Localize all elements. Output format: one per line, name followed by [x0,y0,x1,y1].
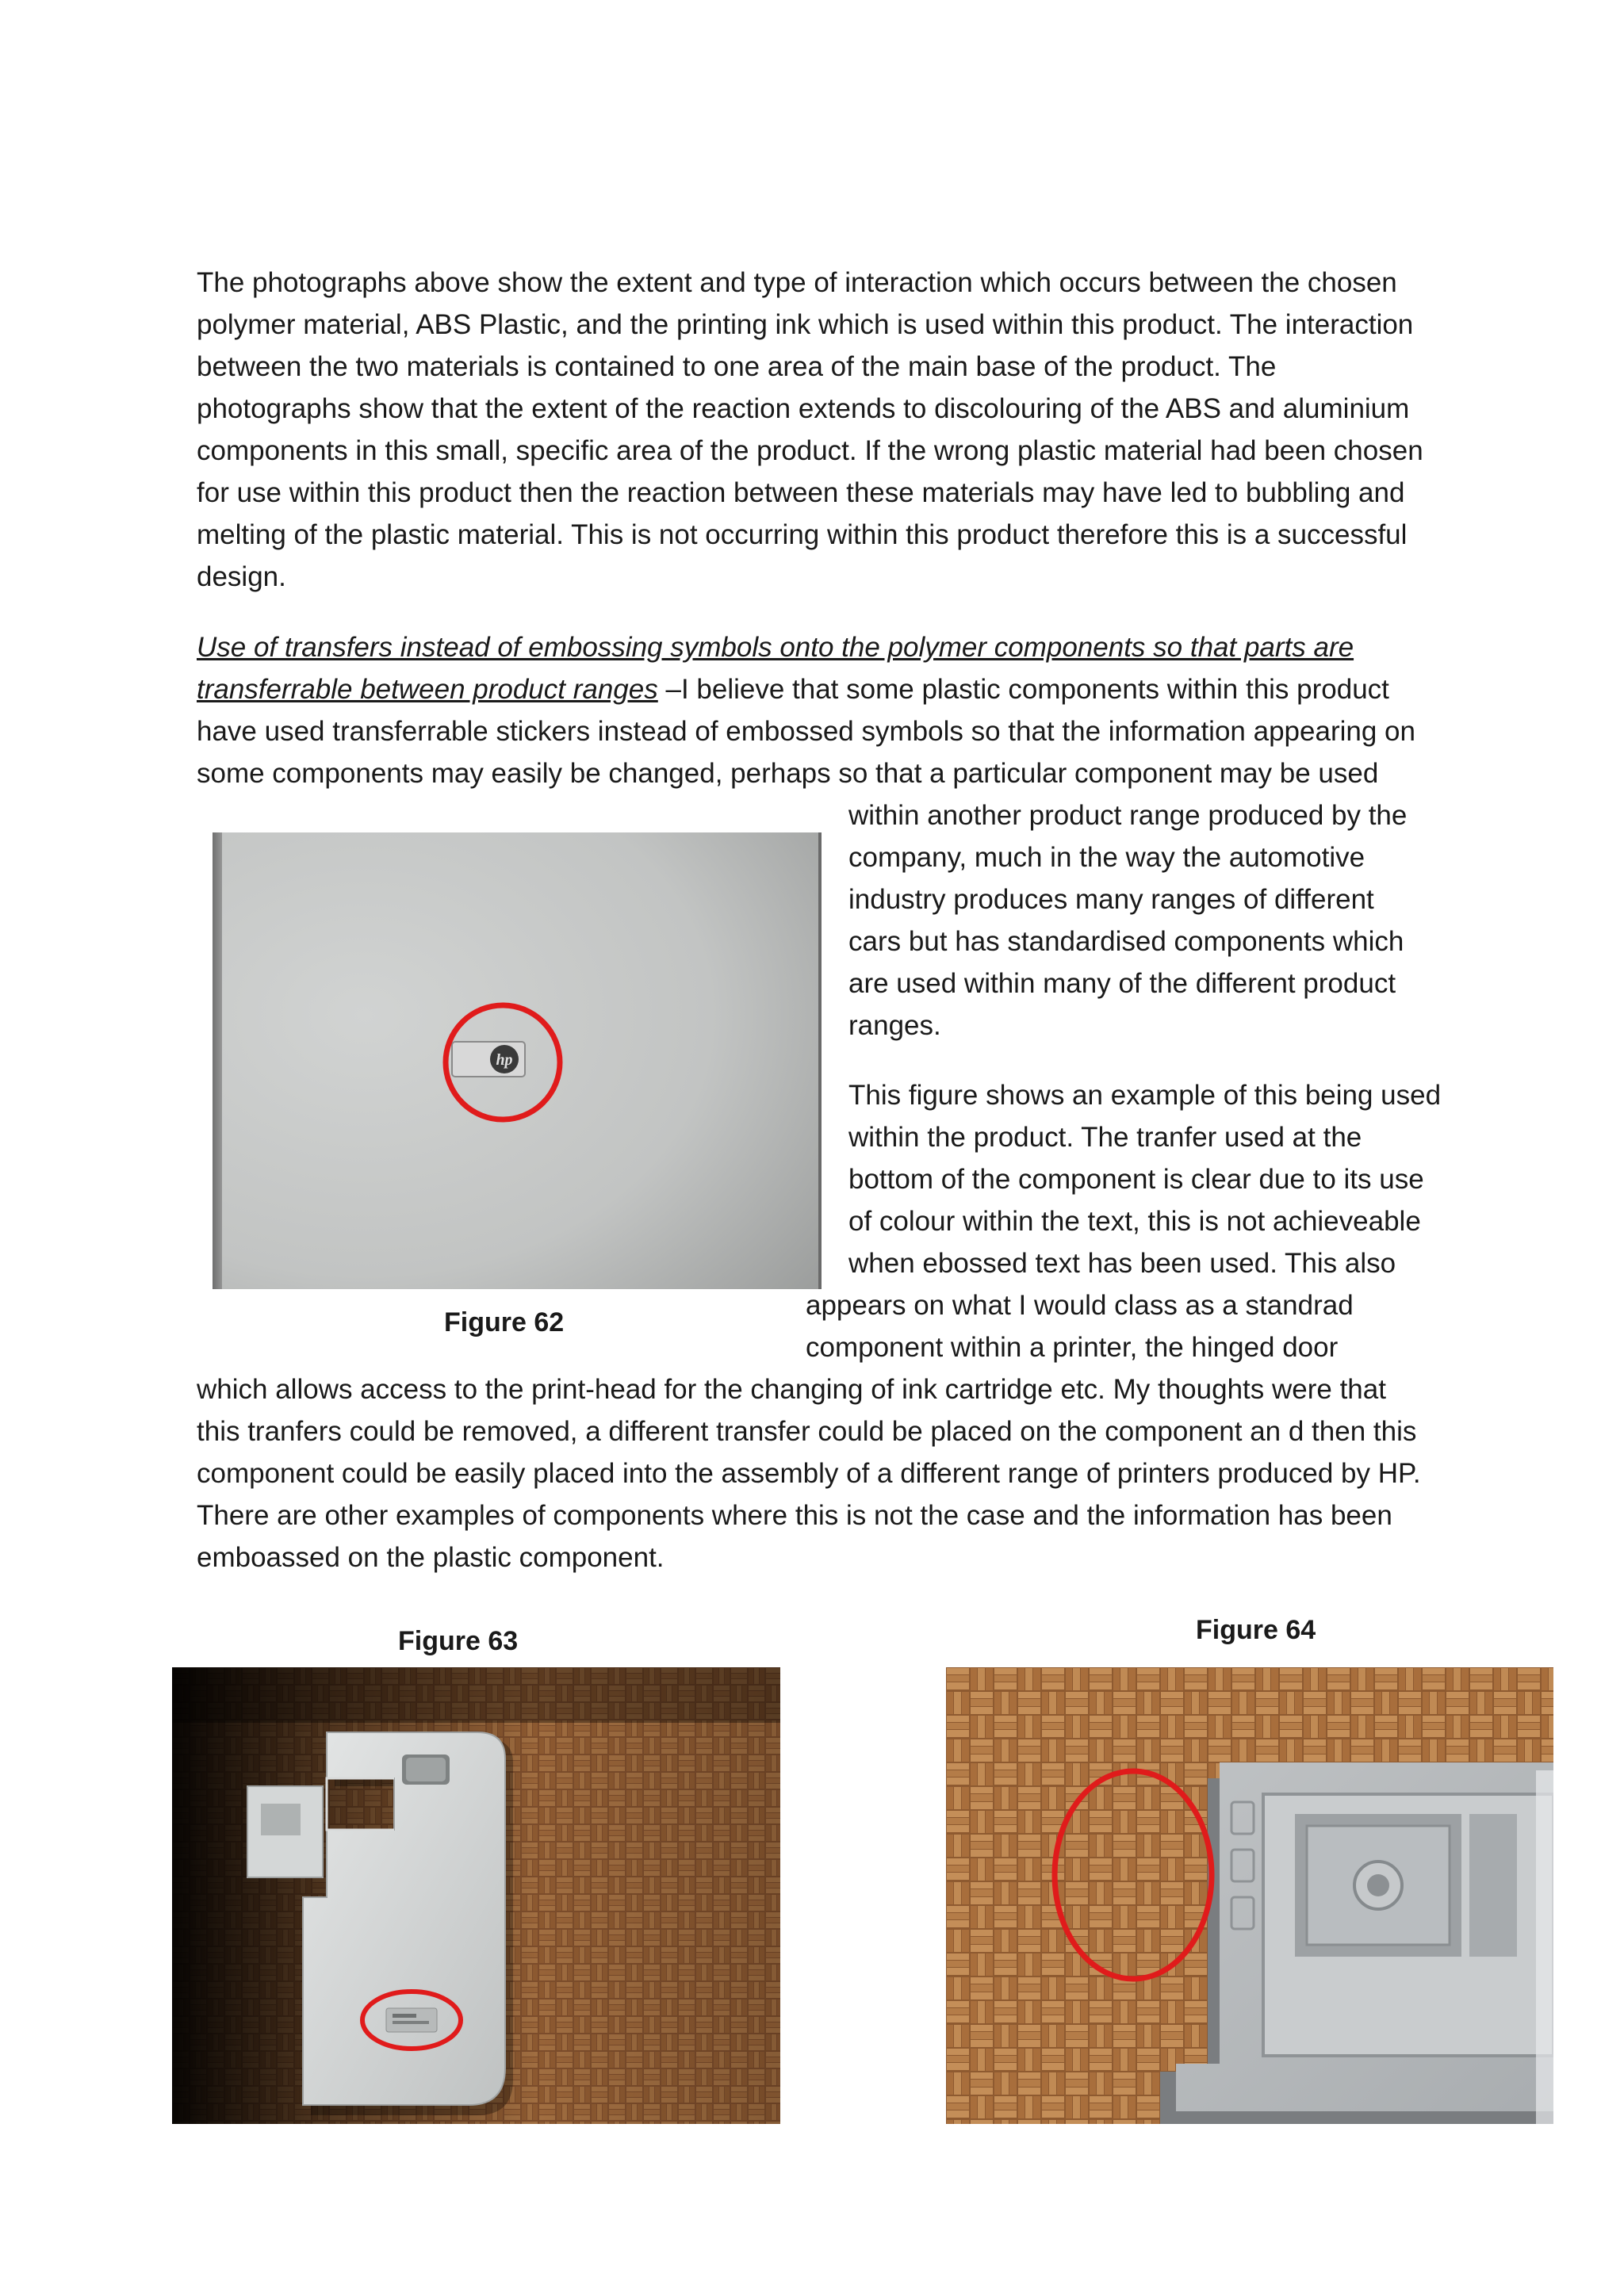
figure-64-caption: Figure 64 [1196,1615,1316,1645]
text-line: bottom of the component is clear due to its use [848,1164,1424,1195]
text-inline: –I believe that some plastic components within this product [657,674,1389,705]
text-line: This figure shows an example of this being used [848,1080,1442,1111]
transfer-label-icon [386,2008,437,2032]
text-line: for use within this product then the reaction between these materials may have led to bubbling and [197,477,1405,508]
text-line: have used transferrable stickers instead of embossed symbols so that the information appearing on [197,716,1415,747]
figure-63-photo [172,1667,780,2124]
text-line: The photographs above show the extent and type of interaction which occurs between the chosen [197,267,1397,298]
text-line: this tranfers could be removed, a different transfer could be placed on the component an d then this [197,1416,1417,1447]
text-line: There are other examples of components where this is not the case and the information has been [197,1500,1392,1531]
figure-63-caption: Figure 63 [398,1626,519,1656]
text-line: appears on what I would class as a standrad [806,1290,1354,1321]
text-line: which allows access to the print-head for the changing of ink cartridge etc. My thoughts were that [197,1374,1386,1405]
text-line: polymer material, ABS Plastic, and the printing ink which is used within this product. The interaction [197,309,1414,340]
section-heading-cont: transferrable between product ranges [197,674,658,705]
text-line: within another product range produced by the [848,800,1408,831]
text-line: are used within many of the different product [848,968,1396,999]
figure-64-photo [946,1667,1553,2124]
section-heading: Use of transfers instead of embossing symbols onto the polymer components so that parts are [197,632,1354,663]
figure-62-photo [213,832,822,1289]
text-line: photographs show that the extent of the reaction extends to discolouring of the ABS and aluminium [197,393,1410,424]
text-line: industry produces many ranges of different [848,884,1374,915]
text-line: design. [197,561,286,592]
text-line [197,668,1389,710]
text-line: melting of the plastic material. This is not occurring within this product therefore this is a successful [197,519,1408,550]
figure-62-caption: Figure 62 [444,1307,565,1337]
text-line: components in this small, specific area of the product. If the wrong plastic material had been chosen [197,435,1423,466]
text-line: company, much in the way the automotive [848,842,1365,873]
hp-logo-icon [452,1042,525,1077]
svg-text:hp: hp [496,1051,513,1069]
text-line: component could be easily placed into the assembly of a different range of printers produced by HP. [197,1458,1421,1489]
text-line: component within a printer, the hinged door [806,1332,1339,1363]
text-line: some components may easily be changed, perhaps so that a particular component may be used [197,758,1379,789]
text-line: ranges. [848,1010,941,1041]
text-line: of colour within the text, this is not achieveable [848,1206,1421,1237]
text-line: when ebossed text has been used. This also [848,1248,1396,1279]
text-line: emboassed on the plastic component. [197,1542,665,1573]
text-line: between the two materials is contained to one area of the main base of the product. The [197,351,1277,382]
text-line: cars but has standardised components which [848,926,1404,957]
text-line: within the product. The tranfer used at the [848,1122,1362,1153]
